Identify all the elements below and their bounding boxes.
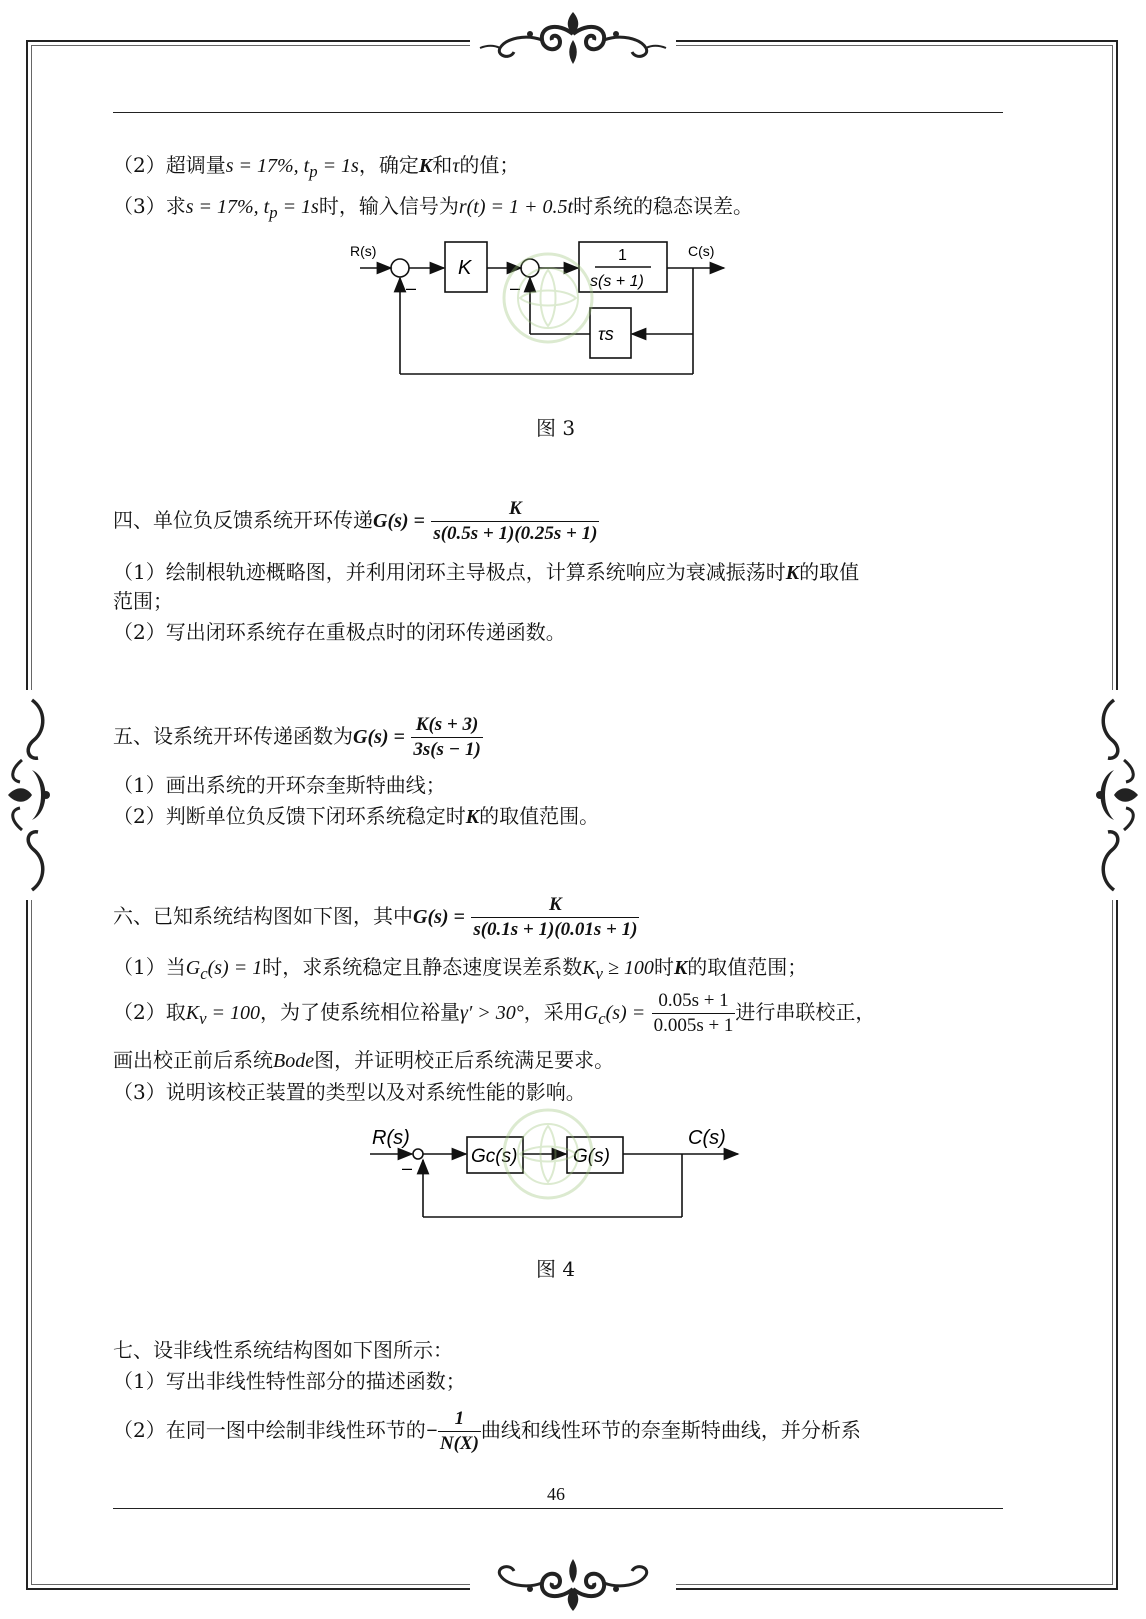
watermark-logo [498, 248, 598, 348]
diagram3-minus-1: – [406, 278, 417, 298]
diagram4-block-G: G(s) [573, 1146, 610, 1167]
q7-item-2: （2）在同一图中绘制非线性环节的− $\frac{1}{N(X)}$ 曲线和线性环节的奈奎斯特曲线，并分析系 [113, 1408, 861, 1454]
diagram3-minus-2: – [510, 278, 521, 298]
symbol-K: K [418, 155, 433, 177]
q3-item-2: （2）超调量s = 17%, $t_p = 1s$，确定K和τ的值； [113, 153, 520, 181]
q5-item-1: （1）画出系统的开环奈奎斯特曲线； [113, 773, 446, 797]
diagram3-gain-K: K [458, 257, 472, 279]
watermark-logo [498, 1104, 598, 1204]
q7-item-1: （1）写出非线性特性部分的描述函数； [113, 1369, 466, 1393]
q6-item-2-cont: 画出校正前后系统Bode图，并证明校正后系统满足要求。 [113, 1048, 615, 1072]
diagram3-output-label: C(s) [688, 243, 715, 259]
bottom-ornament [470, 1553, 676, 1619]
q7-describing-function-fraction: $\frac{1}{N(X)}$ [439, 1408, 479, 1454]
page-number: 46 [547, 1484, 565, 1504]
diagram4-output-label: C(s) [688, 1127, 726, 1149]
q5-title: 五、设系统开环传递函数为G(s) = $\frac{K(s + 3)}{3s(s - 1)}$ [113, 714, 481, 760]
q5-transfer-function: $\frac{K(s + 3)}{3s(s - 1)}$ [413, 714, 481, 760]
q6-item-2: （2）取$K_v = 100$，为了使系统相位裕量γ′ > 30°，采用$G_c(s)$ = $\frac{0.05s + 1}{0.005s + 1}$ 进行串联校正， [113, 990, 876, 1036]
right-ornament [1084, 690, 1146, 900]
q6-transfer-function: $\frac{K}{s(0.1s + 1)(0.01s + 1)}$ [473, 894, 638, 940]
q4-item-1: （1）绘制根轨迹概略图，并利用闭环主导极点，计算系统响应为衰减振荡时K的取值 [113, 560, 860, 584]
figure-3-caption: 图 3 [536, 416, 576, 440]
q6-item-1: （1）当$G_c(s) = 1$时，求系统稳定且静态速度误差系数$K_v \ge 100$时K的取值范围； [113, 955, 808, 983]
diagram3-plant-denominator: s(s + 1) [590, 273, 644, 290]
diagram3-input-label: R(s) [350, 243, 377, 259]
q6-compensator-fraction: $\frac{0.05s + 1}{0.005s + 1}$ [653, 990, 734, 1036]
top-ornament [470, 4, 676, 70]
q3-item-3: （3）求s = 17%, $t_p = 1s$时，输入信号为r(t) = 1 + 0.5t时系统的稳态误差。 [113, 194, 754, 222]
diagram4-input-label: R(s) [372, 1127, 410, 1149]
header-rule [113, 112, 1003, 113]
q4-title: 四、单位负反馈系统开环传递G(s) = $\frac{K}{s(0.5s + 1)(0.25s + 1)}$ [113, 498, 598, 544]
q7-title: 七、设非线性系统结构图如下图所示： [113, 1338, 453, 1362]
q6-title: 六、已知系统结构图如下图，其中G(s) = $\frac{K}{s(0.1s + 1)(0.01s + 1)}$ [113, 894, 638, 940]
diagram4-minus: – [402, 1158, 413, 1178]
diagram4-block-Gc: Gc(s) [471, 1146, 518, 1167]
left-ornament [0, 690, 62, 900]
diagram3-plant-numerator: 1 [618, 247, 627, 264]
figure-4-caption: 图 4 [536, 1257, 576, 1281]
q4-item-1-cont: 范围； [113, 589, 173, 613]
diagram3-feedback-tau-s: τs [598, 324, 614, 344]
q4-item-2: （2）写出闭环系统存在重极点时的闭环传递函数。 [113, 620, 566, 644]
q6-item-3: （3）说明该校正装置的类型以及对系统性能的影响。 [113, 1080, 586, 1104]
q4-transfer-function: $\frac{K}{s(0.5s + 1)(0.25s + 1)}$ [433, 498, 598, 544]
footer-rule [113, 1508, 1003, 1509]
q5-item-2: （2）判断单位负反馈下闭环系统稳定时K的取值范围。 [113, 804, 600, 828]
